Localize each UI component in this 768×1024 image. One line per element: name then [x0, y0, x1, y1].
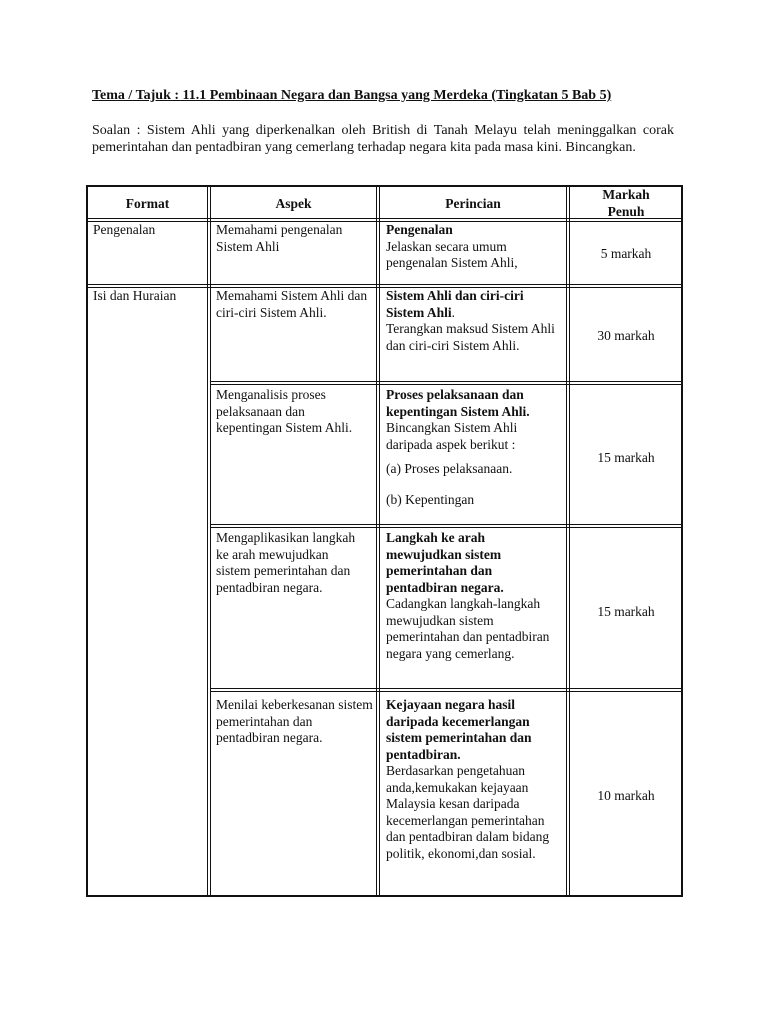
row2-perincian-heading: Sistem Ahli dan ciri-ciri Sistem Ahli	[386, 288, 524, 320]
row3-aspek: Menganalisis proses pelaksanaan dan kepentingan Sistem Ahli.	[216, 387, 353, 435]
header-perincian: Perincian	[445, 196, 501, 211]
row2-format: Isi dan Huraian	[93, 288, 177, 303]
column-rule	[207, 185, 208, 897]
table-border-bottom	[86, 895, 682, 897]
row5-perincian-text: Berdasarkan pengetahuan anda,kemukakan kejayaan Malaysia kesan daripada kecemerlangan pemerintahan dan pentadbiran dalam bidang politik, ekonomi,dan sosial.	[386, 763, 550, 861]
header-markah-penuh	[572, 187, 680, 220]
column-rule	[376, 185, 377, 897]
row5-markah: 10 markah	[597, 788, 655, 803]
table-border-right	[681, 185, 683, 897]
row1-perincian-heading: Pengenalan	[386, 222, 453, 237]
column-rule	[569, 185, 570, 897]
row4-perincian	[386, 530, 554, 662]
question-text: Soalan : Sistem Ahli yang diperkenalkan oleh British di Tanah Melayu telah meninggalkan corak pemerintahan dan pentadbiran yang cemerlang terhadap negara kita pada masa kini. Bincangkan.	[92, 123, 674, 155]
header-format: Format	[125, 196, 170, 211]
row1-perincian-text: Jelaskan secara umum pengenalan Sistem Ahli,	[386, 238, 518, 270]
row4-perincian-text: Cadangkan langkah-langkah mewujudkan sistem pemerintahan dan pentadbiran negara yang cemerlang.	[386, 596, 550, 661]
column-rule	[379, 185, 380, 897]
row-rule	[86, 284, 682, 285]
row2-perincian	[386, 288, 556, 354]
header-aspek: Aspek	[275, 196, 312, 211]
row3-option-a: (a) Proses pelaksanaan.	[386, 461, 513, 476]
row5-aspek: Menilai keberkesanan sistem pemerintahan dan pentadbiran negara.	[216, 697, 373, 745]
row-rule	[210, 524, 682, 525]
row3-perincian	[386, 387, 564, 508]
row1-aspek: Memahami pengenalan Sistem Ahli	[216, 222, 343, 254]
column-rule	[210, 185, 211, 897]
row2-perincian-heading-suffix: .	[451, 304, 456, 320]
header-markah-line2: Penuh	[607, 203, 645, 219]
row-rule	[210, 381, 682, 382]
row-rule	[210, 691, 682, 692]
row4-perincian-heading: Langkah ke arah mewujudkan sistem pemerintahan dan pentadbiran negara.	[386, 530, 504, 595]
row3-perincian-heading: Proses pelaksanaan dan kepentingan Sistem Ahli.	[386, 387, 530, 419]
row3-option-b: (b) Kepentingan	[386, 491, 475, 507]
document-title: Tema / Tajuk : 11.1 Pembinaan Negara dan Bangsa yang Merdeka (Tingkatan 5 Bab 5)	[92, 88, 612, 103]
row2-perincian-text: Terangkan maksud Sistem Ahli dan ciri-ciri Sistem Ahli.	[386, 321, 555, 353]
row-rule	[210, 527, 682, 528]
row1-format: Pengenalan	[93, 222, 156, 237]
table-border-left	[86, 185, 88, 897]
row2-aspek: Memahami Sistem Ahli dan ciri-ciri Sistem Ahli.	[216, 288, 368, 320]
row2-markah: 30 markah	[597, 328, 655, 343]
row1-markah: 5 markah	[600, 246, 652, 261]
row-rule	[210, 688, 682, 689]
row1-perincian	[386, 222, 564, 272]
row5-perincian	[386, 697, 564, 862]
row5-perincian-heading: Kejayaan negara hasil daripada kecemerlangan sistem pemerintahan dan pentadbiran.	[386, 697, 532, 762]
row4-aspek: Mengaplikasikan langkah ke arah mewujudkan sistem pemerintahan dan pentadbiran negara.	[216, 530, 356, 595]
header-markah-line1: Markah	[602, 187, 650, 202]
row4-markah: 15 markah	[597, 604, 655, 619]
row3-perincian-text: Bincangkan Sistem Ahli daripada aspek berikut :	[386, 420, 518, 452]
row3-markah: 15 markah	[597, 450, 655, 465]
column-rule	[566, 185, 567, 897]
row-rule	[210, 384, 682, 385]
